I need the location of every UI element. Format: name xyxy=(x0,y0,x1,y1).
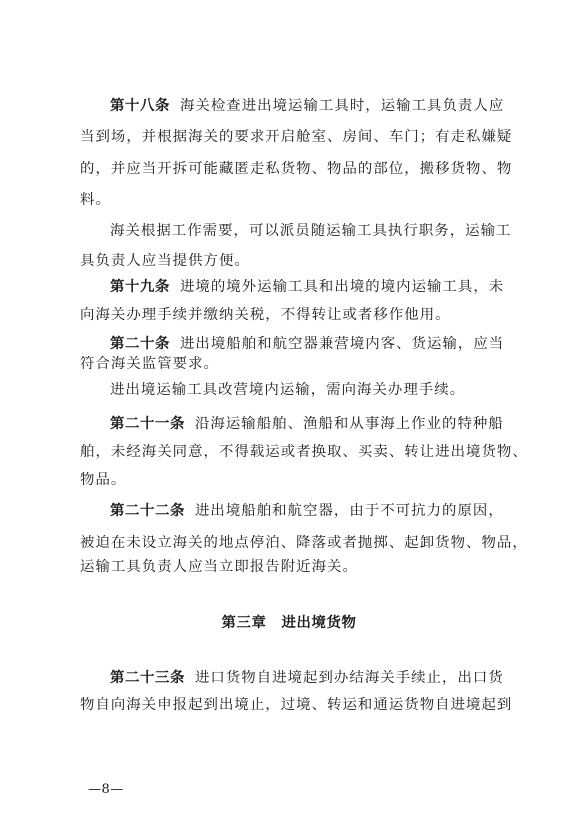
article-20-line-2: 符合海关监管要求。 xyxy=(80,356,219,372)
chapter-3-heading: 第三章 进出境货物 xyxy=(221,615,357,631)
article-22-line-3: 运输工具负责人应当立即报告附近海关。 xyxy=(80,559,358,575)
article-19-text: 进境的境外运输工具和出境的境内运输工具，未 xyxy=(179,279,505,295)
article-21-line-2: 舶，未经海关同意，不得载运或者换取、买卖、转让进出境货物、 xyxy=(80,444,528,460)
article-20-heading: 第二十条 xyxy=(110,336,170,352)
page-number: —8— xyxy=(88,782,124,797)
article-23-text: 进口货物自进境起到办结海关手续止，出口货 xyxy=(194,670,504,686)
article-22-line-1 xyxy=(110,502,540,520)
article-19-line-2: 向海关办理手续并缴纳关税，不得转让或者移作他用。 xyxy=(80,307,451,323)
article-23-line-2: 物自向海关申报起到出境止，过境、转运和通运货物自进境起到 xyxy=(80,697,513,713)
article-20-para-2: 进出境运输工具改营境内运输，需向海关办理手续。 xyxy=(110,382,466,398)
article-22-text: 进出境船舶和航空器，由于不可抗力的原因， xyxy=(194,503,504,519)
article-19-heading: 第十九条 xyxy=(110,279,170,295)
article-21-heading: 第二十一条 xyxy=(110,416,185,432)
article-21-line-1 xyxy=(110,415,540,433)
article-21-text: 沿海运输船舶、渔船和从事海上作业的特种船 xyxy=(194,416,504,432)
article-20-text: 进出境船舶和航空器兼营境内客、货运输，应当 xyxy=(179,336,505,352)
article-22-heading: 第二十二条 xyxy=(110,503,185,519)
article-18-para-2-line-1: 海关根据工作需要，可以派员随运输工具执行职务，运输工 xyxy=(110,223,512,239)
article-18-heading: 第十八条 xyxy=(110,98,170,114)
article-20-line-1 xyxy=(110,335,540,353)
article-18-text: 海关检查进出境运输工具时，运输工具负责人应 xyxy=(179,98,505,114)
article-18-line-3: 的，并应当开拆可能藏匿走私货物、物品的部位，搬移货物、物 xyxy=(80,161,513,177)
article-18-line-1 xyxy=(110,97,540,115)
article-18-line-4: 料。 xyxy=(80,192,111,208)
article-23-heading: 第二十三条 xyxy=(110,670,185,686)
article-23-line-1 xyxy=(110,669,540,687)
article-18-para-2-line-2: 具负责人应当提供方便。 xyxy=(80,253,250,269)
article-22-line-2: 被迫在未设立海关的地点停泊、降落或者抛掷、起卸货物、物品， xyxy=(80,535,528,551)
article-21-line-3: 物品。 xyxy=(80,472,127,488)
article-19-line-1 xyxy=(110,278,540,296)
article-18-line-2: 当到场，并根据海关的要求开启舱室、房间、车门；有走私嫌疑 xyxy=(80,129,513,145)
